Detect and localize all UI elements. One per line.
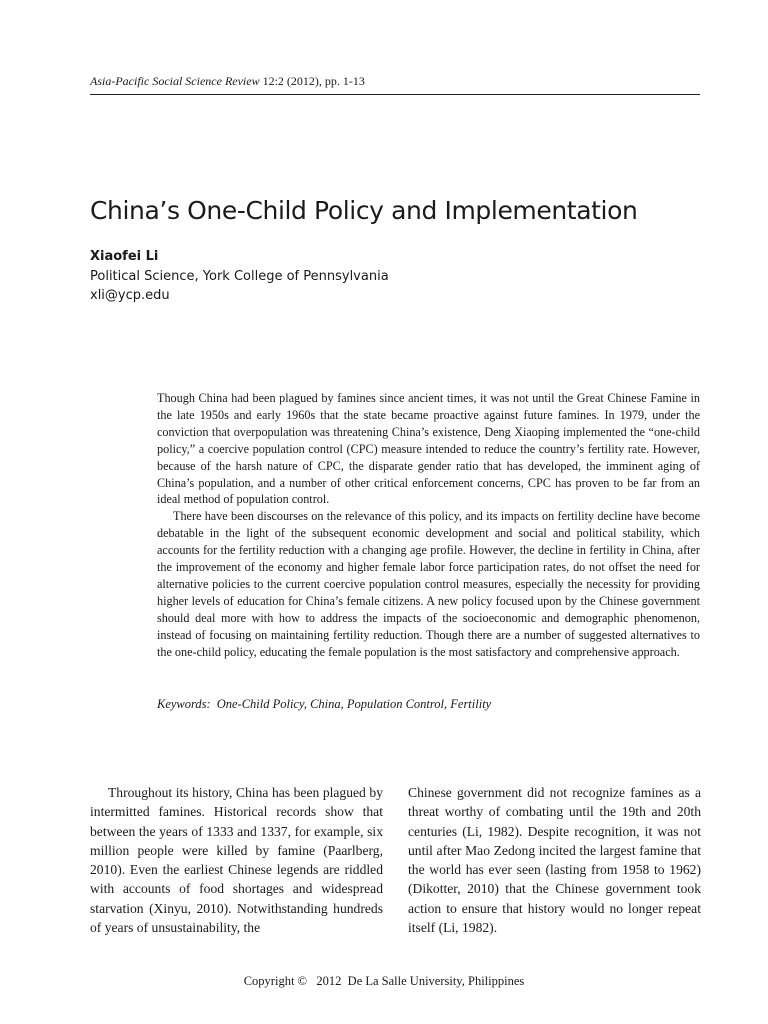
- running-head: [90, 74, 700, 95]
- body-right-paragraph: Chinese government did not recognize famines as a threat worthy of combating until the 19th and 20th centuries (Li, 1982). Despite recognition, it was not until after Mao Zedong incited the largest famine that the world has ever seen (lasting from 1958 to 1962) (Dikotter, 2010) that the Chinese government took action to ensure that history would no longer repeat itself (Li, 1982).: [408, 785, 701, 936]
- keywords-values: One-Child Policy, China, Population Control, Fertility: [216, 697, 492, 711]
- journal-name: Asia-Pacific Social Science Review: [90, 74, 260, 88]
- body-column-left: [90, 783, 383, 937]
- body-column-right: [408, 783, 701, 937]
- abstract-paragraph-1: Though China had been plagued by famines since ancient times, it was not until the Great Chinese Famine in the late 1950s and early 1960s that the state became proactive against future famines. In 1979, under the conviction that overpopulation was threatening China’s existence, Deng Xiaoping implemented the “one-child policy,” a coercive population control (CPC) measure intended to reduce the country’s fertility rate. However, because of the harsh nature of CPC, the disparate gender ratio that has developed, the imminent aging of China’s population, and a number of other critical enforcement concerns, CPC has proven to be far from an ideal method of population control.: [157, 391, 700, 507]
- author-name: Xiaofei Li: [90, 249, 159, 264]
- journal-citation: 12:2 (2012), pp. 1-13: [259, 74, 365, 88]
- author-email: xli@ycp.edu: [90, 288, 170, 303]
- keywords-label: Keywords:: [157, 697, 211, 711]
- author-block: [90, 247, 389, 306]
- keywords: [157, 697, 700, 712]
- copyright-footer: Copyright © 2012 De La Salle University, Philippines: [243, 974, 525, 988]
- abstract: [157, 390, 700, 661]
- author-affiliation: Political Science, York College of Pennsylvania: [90, 268, 389, 284]
- abstract-paragraph-2: There have been discourses on the relevance of this policy, and its impacts on fertility decline have become debatable in the light of the subsequent economic development and social and political stability, which accounts for the fertility reduction with a changing age profile. However, the decline in fertility in China, after the improvement of the economy and higher female labor force participation rates, do not offset the need for alternative policies to the current coercive population control measures, especially the necessity for providing higher levels of education for China’s female citizens. A new policy focused upon by the Chinese government should deal more with how to address the impacts of the socioeconomic and demographic phenomenon, instead of focusing on maintaining fertility reduction. Though there are a number of suggested alternatives to the one-child policy, educating the female population is the most satisfactory and comprehensive approach.: [157, 509, 700, 659]
- paper-title: China’s One-Child Policy and Implementation: [90, 196, 638, 225]
- body-left-paragraph: Throughout its history, China has been plagued by intermitted famines. Historical records show that between the years of 1333 and 1337, for example, six million people were killed by famine (Paarlberg, 2010). Even the earliest Chinese legends are riddled with accounts of food shortages and widespread starvation (Xinyu, 2010). Notwithstanding hundreds of years of unsustainability, the: [90, 785, 383, 936]
